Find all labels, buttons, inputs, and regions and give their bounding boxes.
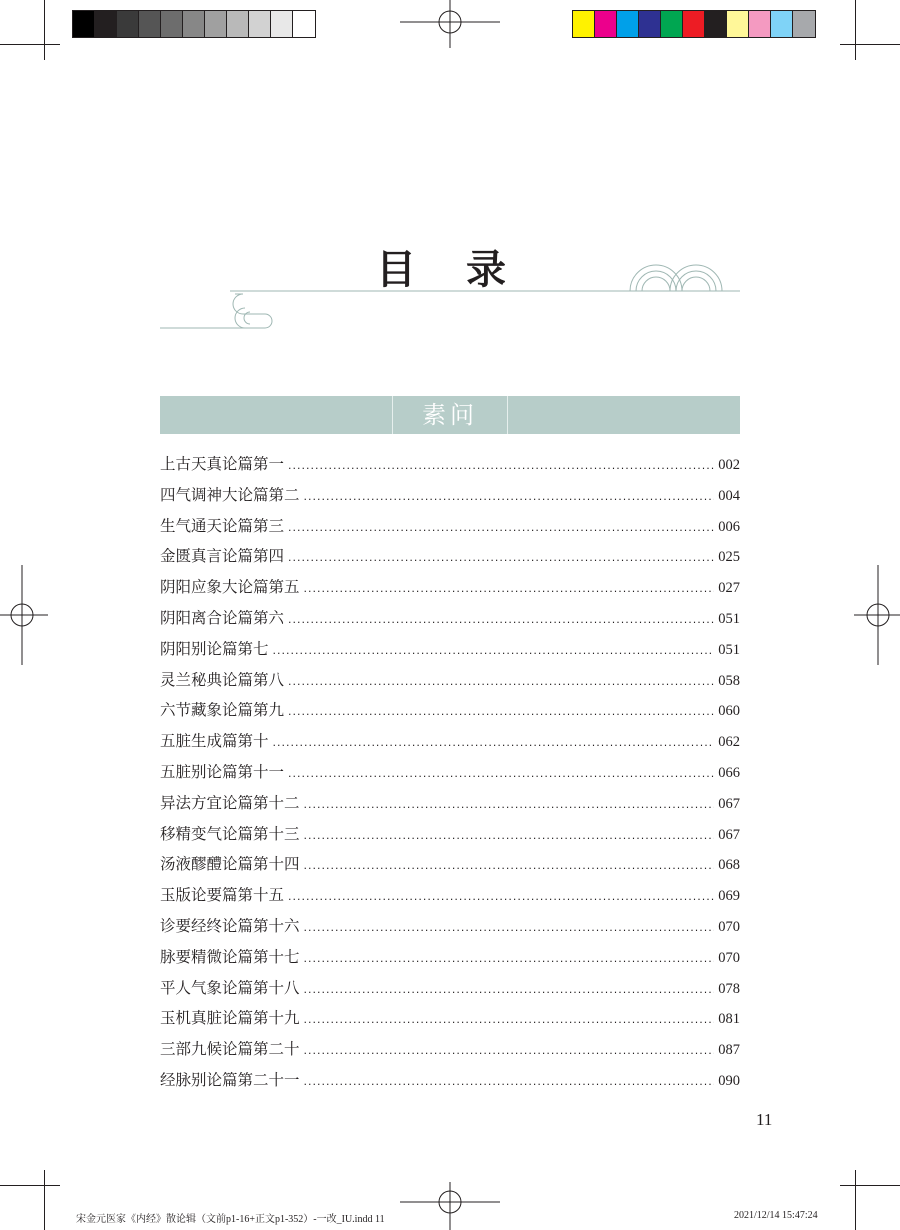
toc-leader-dots bbox=[304, 1044, 715, 1057]
toc-entry-title: 异法方宜论篇第十二 bbox=[160, 793, 300, 812]
toc-entry bbox=[160, 668, 740, 699]
toc-entry-title: 上古天真论篇第一 bbox=[160, 455, 285, 473]
toc-leader-dots bbox=[304, 1075, 715, 1088]
color-swatch bbox=[705, 11, 727, 37]
color-swatch bbox=[617, 11, 639, 37]
toc-entry-page: 062 bbox=[718, 734, 740, 751]
color-swatch bbox=[793, 11, 815, 37]
toc-entry-page: 067 bbox=[718, 795, 740, 812]
toc-leader-dots bbox=[273, 736, 715, 749]
toc-entry-title: 经脉别论篇第二十一 bbox=[160, 1070, 300, 1089]
toc-entry bbox=[160, 945, 740, 976]
toc-entry-page: 006 bbox=[718, 518, 740, 535]
toc-entry-title: 阴阳离合论篇第六 bbox=[160, 608, 285, 627]
toc-entry-page: 078 bbox=[718, 980, 740, 997]
toc-leader-dots bbox=[304, 829, 715, 842]
toc-entry-title: 平人气象论篇第十八 bbox=[160, 978, 300, 997]
crop-mark bbox=[44, 0, 45, 60]
color-swatch bbox=[595, 11, 617, 37]
toc-entry-title: 四气调神大论篇第二 bbox=[160, 485, 300, 504]
toc-entry-title: 五脏别论篇第十一 bbox=[160, 762, 285, 781]
crop-mark bbox=[855, 0, 856, 60]
color-swatch bbox=[727, 11, 749, 37]
color-swatch bbox=[573, 11, 595, 37]
registration-mark-left bbox=[0, 565, 50, 665]
toc-entry-page: 051 bbox=[718, 641, 740, 658]
color-swatch bbox=[271, 11, 293, 37]
cmyk-color-bar bbox=[572, 10, 816, 38]
color-swatch bbox=[117, 11, 139, 37]
toc-entry-title: 阴阳应象大论篇第五 bbox=[160, 578, 300, 597]
toc-leader-dots bbox=[288, 521, 714, 534]
registration-mark-top bbox=[400, 0, 500, 50]
toc-entry-title: 生气通天论篇第三 bbox=[160, 516, 285, 535]
toc-entry-page: 081 bbox=[718, 1011, 740, 1028]
toc-entry-title: 玉版论要篇第十五 bbox=[160, 886, 285, 905]
toc-entry bbox=[160, 760, 740, 791]
crop-mark bbox=[840, 1185, 900, 1186]
toc-leader-dots bbox=[304, 983, 715, 996]
color-swatch bbox=[161, 11, 183, 37]
toc-leader-dots bbox=[304, 490, 715, 503]
color-swatch bbox=[661, 11, 683, 37]
toc-entry bbox=[160, 637, 740, 668]
toc-entry-title: 金匮真言论篇第四 bbox=[160, 547, 285, 566]
crop-mark bbox=[44, 1170, 45, 1230]
toc-entry-page: 058 bbox=[718, 672, 740, 689]
toc-leader-dots bbox=[304, 921, 715, 934]
toc-entry bbox=[160, 483, 740, 514]
toc-entry-page: 068 bbox=[718, 857, 740, 874]
toc-entry-title: 诊要经终论篇第十六 bbox=[160, 916, 300, 935]
toc-entry bbox=[160, 976, 740, 1007]
toc-leader-dots bbox=[304, 798, 715, 811]
crop-mark bbox=[855, 1170, 856, 1230]
toc-entry bbox=[160, 1068, 740, 1099]
toc-entry-page: 066 bbox=[718, 764, 740, 781]
registration-mark-right bbox=[852, 565, 900, 665]
table-of-contents bbox=[160, 452, 740, 1099]
toc-leader-dots bbox=[288, 767, 714, 780]
color-swatch bbox=[771, 11, 793, 37]
toc-entry-page: 070 bbox=[718, 949, 740, 966]
color-swatch bbox=[749, 11, 771, 37]
toc-leader-dots bbox=[273, 644, 715, 657]
crop-mark bbox=[840, 44, 900, 45]
color-swatch bbox=[95, 11, 117, 37]
toc-entry-title: 三部九候论篇第二十 bbox=[160, 1040, 300, 1059]
toc-leader-dots bbox=[304, 952, 715, 965]
crop-mark bbox=[0, 1185, 60, 1186]
toc-entry-page: 060 bbox=[718, 703, 740, 720]
crop-mark bbox=[0, 44, 60, 45]
color-swatch bbox=[227, 11, 249, 37]
color-swatch bbox=[205, 11, 227, 37]
toc-entry-page: 027 bbox=[718, 580, 740, 597]
toc-entry-page: 067 bbox=[718, 826, 740, 843]
toc-entry bbox=[160, 575, 740, 606]
toc-leader-dots bbox=[288, 613, 714, 626]
registration-mark-bottom bbox=[400, 1180, 500, 1230]
color-swatch bbox=[683, 11, 705, 37]
toc-leader-dots bbox=[288, 551, 714, 564]
toc-entry bbox=[160, 852, 740, 883]
toc-entry-page: 087 bbox=[718, 1042, 740, 1059]
toc-entry-title: 灵兰秘典论篇第八 bbox=[160, 670, 285, 689]
toc-entry bbox=[160, 606, 740, 637]
print-slug-filename: 宋金元医家《内经》散论辑（文前p1-16+正文p1-352）-一改_IU.indd 11 bbox=[76, 1214, 385, 1225]
toc-entry bbox=[160, 698, 740, 729]
toc-entry bbox=[160, 914, 740, 945]
toc-entry-title: 五脏生成篇第十 bbox=[160, 732, 269, 751]
toc-entry-page: 025 bbox=[718, 549, 740, 566]
toc-leader-dots bbox=[304, 859, 715, 872]
cloud-ornament bbox=[150, 258, 750, 338]
toc-entry bbox=[160, 1006, 740, 1037]
print-slug-timestamp: 2021/12/14 15:47:24 bbox=[734, 1210, 818, 1221]
toc-entry-title: 汤液醪醴论篇第十四 bbox=[160, 855, 300, 874]
toc-entry bbox=[160, 729, 740, 760]
toc-entry-page: 070 bbox=[718, 918, 740, 935]
toc-leader-dots bbox=[304, 582, 715, 595]
color-swatch bbox=[639, 11, 661, 37]
toc-entry bbox=[160, 1037, 740, 1068]
toc-entry bbox=[160, 791, 740, 822]
toc-entry bbox=[160, 544, 740, 575]
page-number: 11 bbox=[756, 1110, 773, 1129]
toc-entry bbox=[160, 514, 740, 545]
toc-entry-title: 脉要精微论篇第十七 bbox=[160, 947, 300, 966]
color-swatch bbox=[139, 11, 161, 37]
toc-entry-title: 玉机真脏论篇第十九 bbox=[160, 1009, 300, 1028]
toc-leader-dots bbox=[288, 675, 714, 688]
toc-entry-page: 004 bbox=[718, 487, 740, 504]
toc-entry-page: 051 bbox=[718, 610, 740, 627]
toc-entry-title: 六节藏象论篇第九 bbox=[160, 701, 285, 720]
toc-leader-dots bbox=[304, 1013, 715, 1026]
toc-leader-dots bbox=[288, 890, 714, 903]
toc-entry-title: 移精变气论篇第十三 bbox=[160, 824, 300, 843]
toc-entry bbox=[160, 452, 740, 483]
toc-entry-page: 069 bbox=[718, 888, 740, 905]
toc-leader-dots bbox=[288, 705, 714, 718]
grayscale-color-bar bbox=[72, 10, 316, 38]
color-swatch bbox=[183, 11, 205, 37]
toc-leader-dots bbox=[288, 459, 714, 472]
color-swatch bbox=[293, 11, 315, 37]
page-title: 目 录 bbox=[376, 247, 524, 293]
toc-entry-title: 阴阳别论篇第七 bbox=[160, 639, 269, 658]
color-swatch bbox=[249, 11, 271, 37]
toc-entry bbox=[160, 883, 740, 914]
toc-entry bbox=[160, 822, 740, 853]
toc-entry-page: 002 bbox=[718, 457, 740, 473]
section-header-band bbox=[160, 396, 740, 434]
section-title: 素问 bbox=[392, 396, 508, 434]
toc-entry-page: 090 bbox=[718, 1072, 740, 1089]
color-swatch bbox=[73, 11, 95, 37]
